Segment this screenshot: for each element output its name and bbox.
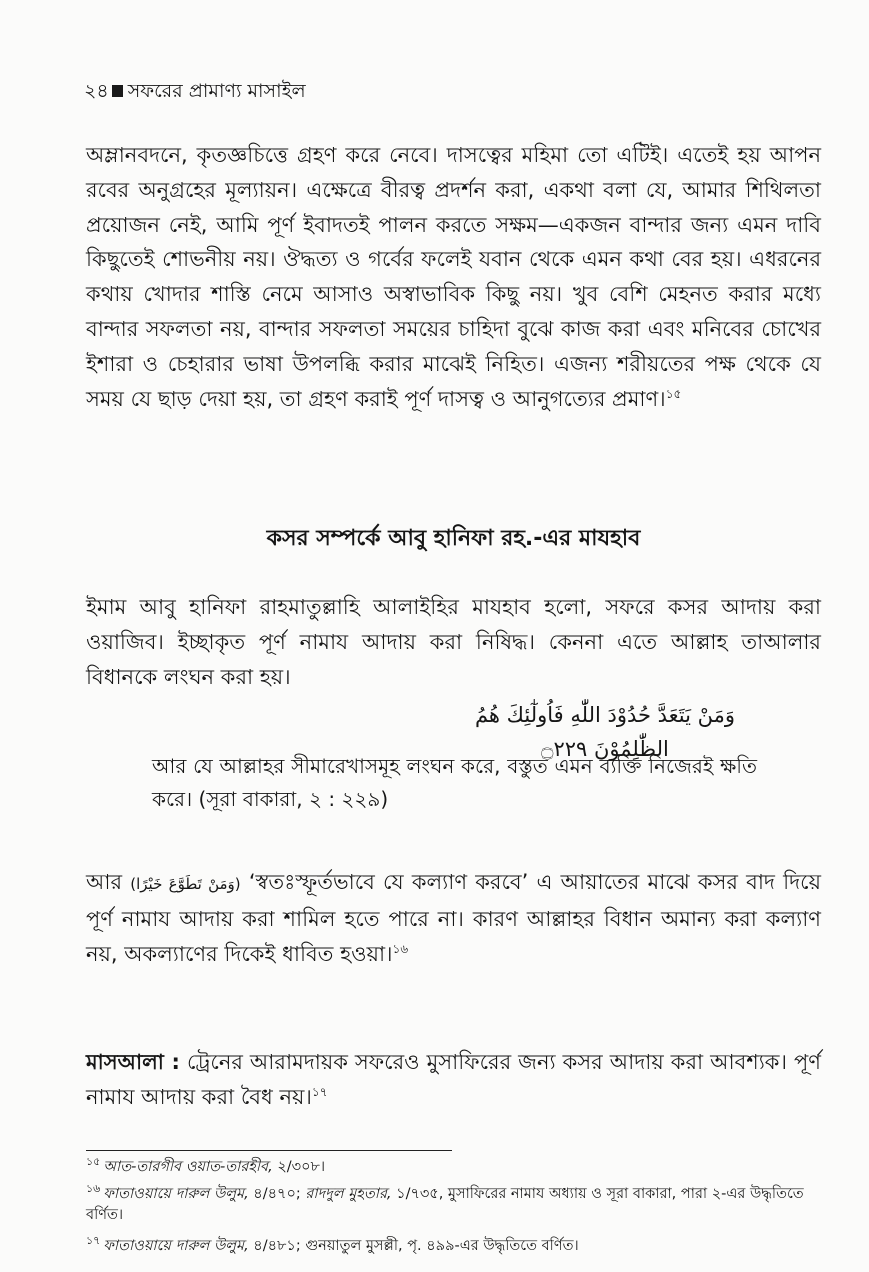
- masala-paragraph: [86, 1045, 821, 1115]
- footnote-number: ১৫: [86, 1155, 101, 1169]
- footnote-text: ৪/৪৮১; গুনয়াতুল মুসল্লী, পৃ. ৪৯৯-এর উদ্ধৃতিতে বর্ণিত।: [248, 1238, 579, 1254]
- footnote-divider: [86, 1150, 452, 1151]
- masala-label: মাসআলা :: [86, 1050, 180, 1074]
- paragraph-1: [86, 138, 821, 416]
- footnote-text: ৪/৪৭০;: [248, 1186, 306, 1202]
- footnote-ref-16: ১৬: [392, 941, 409, 956]
- paragraph-2: [86, 590, 821, 694]
- footnote-17: [86, 1236, 821, 1257]
- footnote-ref-15: ১৫: [665, 386, 682, 401]
- paragraph-1-text: অম্লানবদনে, কৃতজ্ঞচিত্তে গ্রহণ করে নেবে। দাসত্বের মহিমা তো এটিই। এতেই হয় আপন রবের অনুগ্রহের মূল্যায়ন। এক্ষেত্রে বীরত্ব প্রদর্শন করা, একথা বলা যে, আমার শিথিলতা প্রয়োজন নেই, আমি পূর্ণ ইবাদতই পালন করতে সক্ষম—একজন বান্দার জন্য এমন দাবি কিছুতেই শোভনীয় নয়। ঔদ্ধত্য ও গর্বের ফলেই যবান থেকে এমন কথা বের হয়। এধরনের কথায় খোদার শাস্তি নেমে আসাও অস্বাভাবিক কিছু নয়। খুব বেশি মেহনত করার মধ্যে বান্দার সফলতা নয়, বান্দার সফলতা সময়ের চাহিদা বুঝে কাজ করা এবং মনিবের চোখের ইশারা ও চেহারার ভাষা উপলব্ধি করার মাঝেই নিহিত। এজন্য শরীয়তের পক্ষ থেকে যে সময় যে ছাড় দেয়া হয়, তা গ্রহণ করাই পূর্ণ দাসত্ব ও আনুগত্যের প্রমাণ।: [86, 143, 821, 411]
- page-number: ২৪: [84, 80, 109, 102]
- inline-arabic-phrase: (وَمَنْ تَطَوَّعَ خَيْرًا): [130, 875, 241, 893]
- paragraph-3: [86, 865, 821, 971]
- footnote-number: ১৭: [86, 1234, 101, 1248]
- footnote-source: ফাতাওয়ায়ে দারুল উলুম,: [103, 1238, 249, 1254]
- verse-translation-text: আর যে আল্লাহর সীমারেখাসমূহ লংঘন করে, বস্তুত এমন ব্যক্তি নিজেরই ক্ষতি করে। (সূরা বাকারা, ২ : ২২৯): [152, 754, 757, 811]
- footnote-source: আত-তারগীব ওয়াত-তারহীব,: [103, 1159, 273, 1175]
- section-heading: কসর সম্পর্কে আবু হানিফা রহ.-এর মাযহাব: [266, 526, 641, 551]
- running-head: [84, 78, 306, 104]
- verse-translation: [152, 750, 757, 816]
- footnote-text: ২/৩০৮।: [272, 1159, 326, 1175]
- running-head-title: সফরের প্রামাণ্য মাসাইল: [127, 80, 306, 102]
- quran-verse-arabic: وَمَنْ يَتَعَدَّ حُدُوْدَ اللّٰهِ فَاُولٰٓئِكَ هُمُ الظّٰلِمُوْنَ ۝٢٢٩: [474, 703, 736, 761]
- paragraph-3-text: ‘স্বতঃস্ফূর্তভাবে যে কল্যাণ করবে’ এ আয়াতের মাঝে কসর বাদ দিয়ে পূর্ণ নামায আদায় করা শামিল হতে পারে না। কারণ আল্লাহর বিধান অমান্য করা কল্যাণ নয়, অকল্যাণের দিকেই ধাবিত হওয়া।: [86, 870, 821, 966]
- footnote-source-2: রাদদুল মুহতার,: [305, 1186, 392, 1202]
- footnote-text: ১/৭৩৫, মুসাফিরের নামায অধ্যায় ও সূরা বাকারা, পারা ২-এর উদ্ধৃতিতে বর্ণিত।: [86, 1186, 804, 1223]
- footnote-15: [86, 1157, 821, 1178]
- footnote-16: [86, 1184, 821, 1226]
- paragraph-2-text: ইমাম আবু হানিফা রাহমাতুল্লাহি আলাইহির মাযহাব হলো, সফরে কসর আদায় করা ওয়াজিব। ইচ্ছাকৃত পূর্ণ নামায আদায় করা নিষিদ্ধ। কেননা এতে আল্লাহ তাআলার বিধানকে লংঘন করা হয়।: [86, 595, 821, 689]
- square-bullet-icon: [112, 85, 123, 97]
- paragraph-3-lead: আর: [86, 870, 123, 894]
- masala-text: ট্রেনের আরামদায়ক সফরেও মুসাফিরের জন্য কসর আদায় করা আবশ্যক। পূর্ণ নামায আদায় করা বৈধ নয়।: [86, 1050, 821, 1109]
- footnote-number: ১৬: [86, 1182, 101, 1196]
- footnote-source: ফাতাওয়ায়ে দারুল উলুম,: [103, 1186, 249, 1202]
- footnote-ref-17: ১৭: [311, 1084, 328, 1099]
